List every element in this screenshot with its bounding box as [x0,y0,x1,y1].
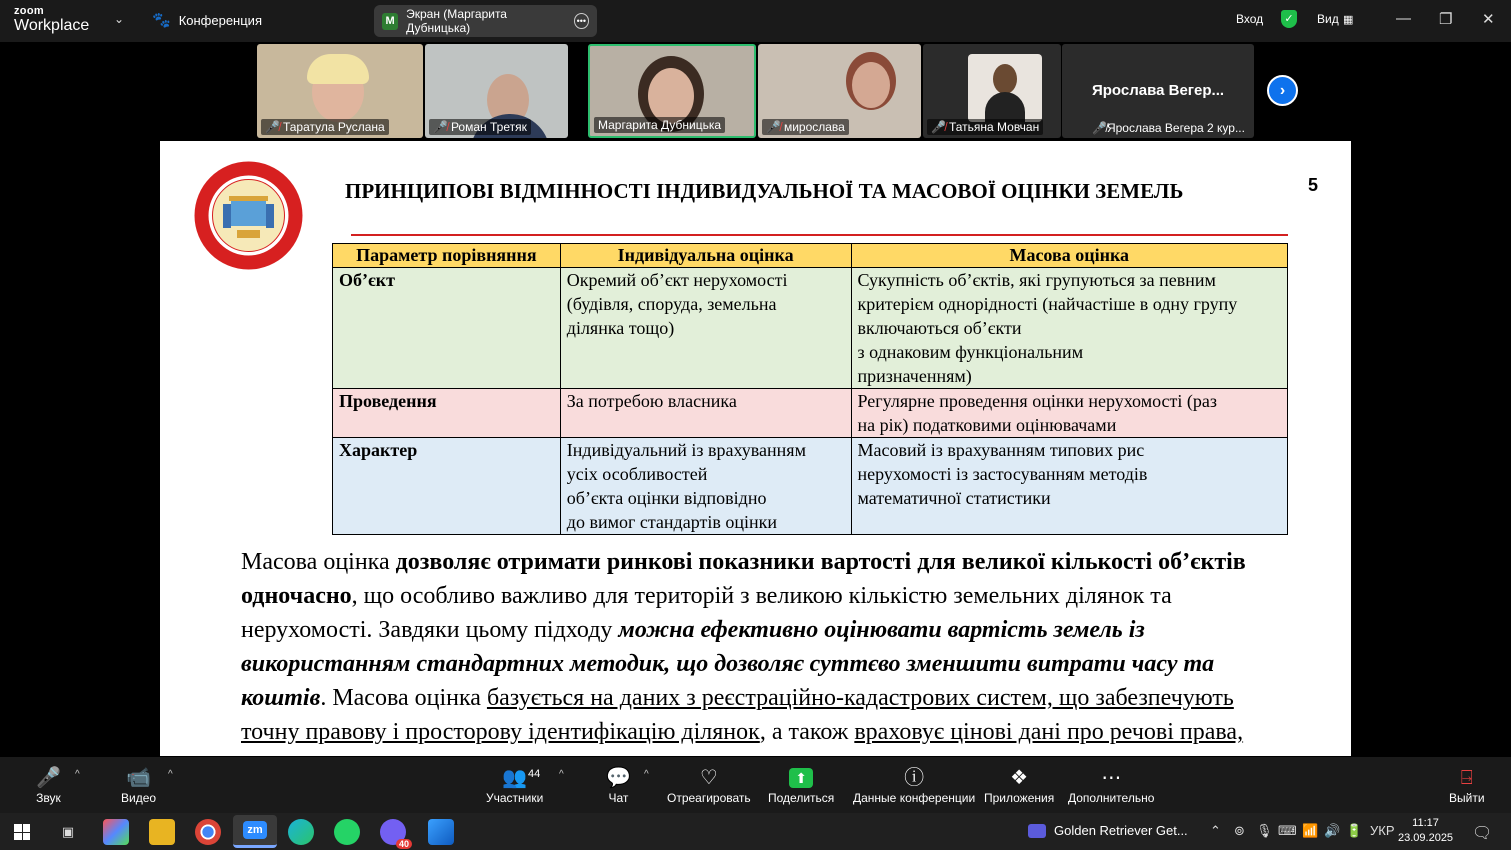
edge-icon[interactable] [288,819,314,845]
table-cell-mass: Сукупність об’єктів, які групуються за певним критерієм однорідності (найчастіше в одну групу включаються об’єкти з однаковим функціональним призначенням) [851,268,1288,389]
volume-icon[interactable]: 🔊 [1324,823,1341,838]
share-title: Экран (Маргарита Дубницька) [406,7,507,35]
participant-name: Роман Третяк [450,120,527,134]
more-options-icon[interactable]: ••• [574,13,589,29]
table-cell-individual: За потребою власника [560,389,851,438]
video-player-icon [1028,824,1046,838]
participant-name: Татьяна Мовчан [948,120,1040,134]
copilot-icon[interactable] [103,819,129,845]
tray-expand-icon[interactable]: ⌃ [1210,823,1221,838]
media-title: Golden Retriever Get... [1054,823,1188,838]
slide-title: ПРИНЦИПОВІ ВІДМІННОСТІ ІНДИВИДУАЛЬНОЇ ТА МАСОВОЇ ОЦІНКИ ЗЕМЕЛЬ [345,179,1184,203]
participants-count: 44 [528,768,541,780]
grid-icon[interactable]: ▦ [1343,14,1354,26]
mic-muted-icon: 🎤̸ [766,120,781,134]
conference-label: Конференция [178,12,262,28]
table-cell-mass: Регулярне проведення оцінки нерухомості (раз на рік) податковими оцінювачами [851,389,1288,438]
clock-time: 11:17 [1412,817,1439,829]
share-arrow-icon: ⬆ [789,768,813,788]
login-button[interactable]: Вход [1236,12,1264,26]
more-dots-icon: ⋯ [1101,767,1122,789]
shield-icon[interactable]: ✓ [1281,10,1297,28]
participant-tile-active[interactable] [588,44,756,138]
meeting-toolbar [0,757,1511,813]
windows-taskbar [0,813,1511,850]
tray-mic-icon[interactable]: 🎙 [1256,823,1273,838]
chevron-right-icon: › [1279,81,1286,99]
leave-button[interactable] [1449,765,1485,805]
participant-tile[interactable] [425,44,568,138]
more-button[interactable] [1068,765,1154,805]
viber-badge: 40 [396,839,412,849]
chat-icon: 💬 [606,767,631,789]
participants-options-caret-icon[interactable]: ^ [559,769,564,780]
next-page-button[interactable] [1267,75,1298,106]
media-widget[interactable] [1028,823,1188,838]
react-label: Отреагировать [667,791,751,805]
sharer-avatar: M [382,13,398,30]
participant-name: Таратула Руслана [282,120,385,134]
info-icon: ⓘ [904,767,925,789]
photos-icon[interactable] [428,819,454,845]
zoom-taskbar-icon[interactable]: zm [233,815,277,848]
apps-label: Приложения [984,791,1055,805]
view-button[interactable]: Вид [1317,12,1339,26]
battery-icon[interactable]: 🔋 [1346,823,1363,838]
language-indicator[interactable]: УКР [1370,823,1395,838]
leave-label: Выйти [1449,791,1485,805]
participants-label: Участники [486,791,544,805]
viber-icon[interactable] [380,819,409,849]
camera-icon: 📹 [126,767,151,789]
video-button[interactable] [121,765,156,805]
system-clock[interactable] [1398,816,1453,846]
table-header-row [333,244,1288,268]
participant-display-name: Ярослава Вегер... [1091,82,1225,99]
title-bar [0,0,1511,42]
slide-paragraph: Масова оцінка дозволяє отримати ринкові показники вартості для великої кількості об’єктів одночасно, що особливо важливо для територій з великою кількістю земельних ділянок та нерухомості. Завдяки цьому підходу можна ефективно оцінювати вартість земель із використанням стандартних методик, що дозволяє суттєво зменшити витрати часу та коштів. Масова оцінка базується на даних з реєстраційно-кадастрових систем, що забезпечують точну правову і просторову ідентифікацію ділянок, а також враховує цінові дані про речові права, [241,549,1246,745]
participant-name: Ярослава Вегера 2 кур... [1106,121,1245,135]
meeting-info-label: Данные конференции [853,791,976,805]
whatsapp-icon[interactable] [334,819,360,845]
participant-tile[interactable] [257,44,423,138]
tray-keyboard-icon[interactable]: ⌨ [1278,823,1297,838]
comparison-table [332,243,1288,535]
table-cell-individual: Індивідуальний із врахуванням усіх особливостей об’єкта оцінки відповідно до вимог стандартів оцінки [560,438,851,535]
minimize-icon[interactable]: — [1396,10,1411,27]
heart-icon: ♡ [699,767,718,789]
chrome-icon[interactable] [195,819,221,845]
apps-button[interactable] [984,765,1054,805]
logo-line-zoom: zoom [14,5,44,17]
table-header: Масова оцінка [851,244,1288,268]
mic-muted-icon: 🎤̸ [931,120,946,134]
tray-camera-icon[interactable]: ⊚ [1234,823,1245,838]
table-row [333,438,1288,535]
paw-icon: 🐾 [152,12,171,29]
more-label: Дополнительно [1068,791,1155,805]
wifi-icon[interactable]: 📶 [1302,823,1319,838]
screen-share-indicator[interactable] [374,5,597,37]
notification-icon[interactable]: 🗨 [1472,825,1493,842]
chevron-down-icon[interactable]: ⌄ [114,12,125,26]
audio-options-caret-icon[interactable]: ^ [75,769,80,780]
title-divider [351,234,1288,236]
participant-tile[interactable] [923,44,1061,138]
participant-strip [0,42,1511,140]
zoom-logo [14,6,89,34]
react-button[interactable] [667,765,751,805]
restore-icon[interactable]: ❐ [1439,11,1453,28]
table-header: Індивідуальна оцінка [560,244,851,268]
close-icon[interactable]: ✕ [1482,11,1495,28]
audio-button[interactable] [36,765,61,805]
exit-icon: ⍈ [1460,767,1473,789]
mic-muted-icon: 🎤̸ [1092,121,1107,135]
audio-label: Звук [36,791,61,805]
meeting-info-button[interactable] [853,765,975,805]
slide-number: 5 [1308,175,1319,195]
windows-start-icon[interactable] [14,824,30,840]
participant-tile-no-video[interactable] [1062,44,1254,138]
apps-icon: ❖ [1010,767,1029,789]
share-screen-button[interactable] [768,765,834,805]
share-label: Поделиться [768,791,835,805]
participant-name: Маргарита Дубницька [598,118,722,132]
task-view-icon[interactable]: ▣ [61,824,75,839]
table-row [333,268,1288,389]
clock-date: 23.09.2025 [1398,832,1454,844]
table-row [333,389,1288,438]
table-cell-mass: Масовий із врахуванням типових рис нерухомості із застосуванням методів математичної статистики [851,438,1288,535]
table-cell-param: Характер [333,438,561,535]
people-icon: 👥 [502,767,528,789]
mic-muted-icon: 🎤 [36,767,61,789]
participant-name: мирослава [783,120,845,134]
participant-tile[interactable] [758,44,921,138]
file-explorer-icon[interactable] [149,819,175,845]
shared-slide [160,141,1351,756]
table-header: Параметр порівняння [333,244,561,268]
table-cell-param: Об’єкт [333,268,561,389]
conference-menu[interactable] [152,11,262,29]
chat-button[interactable] [606,765,631,805]
table-cell-individual: Окремий об’єкт нерухомості (будівля, споруда, земельна ділянка тощо) [560,268,851,389]
video-label: Видео [121,791,157,805]
mic-muted-icon: 🎤̸ [433,120,448,134]
logo-line-workplace: Workplace [14,17,90,34]
chat-label: Чат [608,791,629,805]
table-cell-param: Проведення [333,389,561,438]
video-options-caret-icon[interactable]: ^ [168,769,173,780]
mic-muted-icon: 🎤̸ [265,120,280,134]
university-seal-logo [193,160,304,271]
chat-options-caret-icon[interactable]: ^ [644,769,649,780]
